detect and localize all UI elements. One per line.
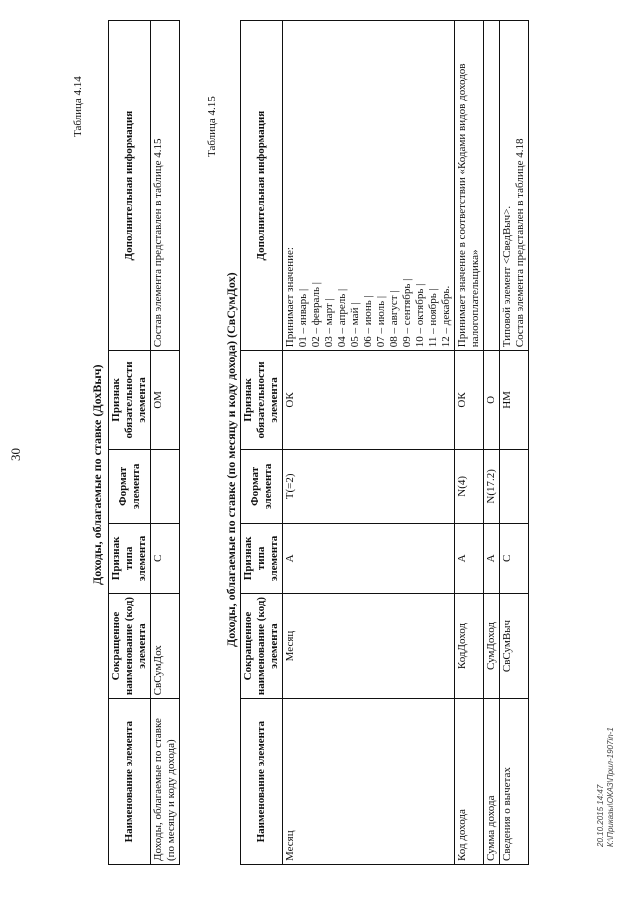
table-row bbox=[151, 21, 180, 865]
table-row bbox=[500, 21, 529, 865]
table-4-14 bbox=[108, 20, 180, 865]
list-item: 03 – март | bbox=[323, 298, 335, 348]
cell-name: Доходы, облагаемые по ставке (по месяцу и коду дохода) bbox=[151, 699, 180, 865]
cell-required: О bbox=[484, 351, 500, 449]
info-line: Состав элемента представлен в таблице 4.18 bbox=[514, 138, 526, 348]
cell-info bbox=[484, 21, 500, 351]
table-caption-4-14: Таблица 4.14 bbox=[72, 76, 84, 137]
cell-code: Месяц bbox=[283, 593, 455, 699]
cell-name: Сумма дохода bbox=[484, 699, 500, 865]
cell-type: А bbox=[455, 524, 484, 594]
list-item: 01 – январь | bbox=[297, 288, 309, 348]
cell-format bbox=[151, 449, 180, 523]
header-cell: Наименование элемента bbox=[109, 699, 151, 865]
list-item: 09 – сентябрь | bbox=[401, 278, 413, 348]
table-header-row bbox=[241, 21, 283, 865]
header-cell: Наименование элемента bbox=[241, 699, 283, 865]
table-heading-4-15: Доходы, облагаемые по ставке (по месяцу и коду дохода) (СвСумДох) bbox=[224, 272, 238, 647]
header-cell: Формат элемента bbox=[241, 449, 283, 523]
cell-info: Принимает значение в соответствии «Кодами видов доходов налогоплательщика» bbox=[455, 21, 484, 351]
cell-type: С bbox=[151, 524, 180, 594]
cell-format bbox=[500, 449, 529, 523]
cell-required: ОМ bbox=[151, 351, 180, 449]
header-cell: Признак обязательности элемента bbox=[241, 351, 283, 449]
month-value-list bbox=[297, 24, 453, 347]
table-header-row bbox=[109, 21, 151, 865]
header-cell: Сокращенное наименование (код) элемента bbox=[109, 593, 151, 699]
list-item: 07 – июль | bbox=[375, 295, 387, 348]
stamp-date: 20.10.2015 14:47 bbox=[596, 784, 605, 847]
cell-info bbox=[500, 21, 529, 351]
cell-code: СумДоход bbox=[484, 593, 500, 699]
list-item: 05 – май | bbox=[349, 302, 361, 348]
info-title: Принимает значение: bbox=[284, 247, 296, 348]
cell-required: НМ bbox=[500, 351, 529, 449]
cell-info: Состав элемента представлен в таблице 4.15 bbox=[151, 21, 180, 351]
stamp-path: К:\Приказы\ОКАЗ\Прил-1907in-1 bbox=[606, 727, 615, 847]
header-cell: Формат элемента bbox=[109, 449, 151, 523]
cell-info bbox=[283, 21, 455, 351]
header-cell: Признак типа элемента bbox=[241, 524, 283, 594]
table-row bbox=[484, 21, 500, 865]
info-line: Типовой элемент <СведВыч>. bbox=[501, 205, 513, 348]
list-item: 06 – июнь | bbox=[362, 295, 374, 348]
list-item: 02 – февраль | bbox=[310, 282, 322, 348]
header-cell: Дополнительная информация bbox=[241, 21, 283, 351]
cell-name: Код дохода bbox=[455, 699, 484, 865]
cell-type: А bbox=[484, 524, 500, 594]
cell-type: С bbox=[500, 524, 529, 594]
header-cell: Сокращенное наименование (код) элемента bbox=[241, 593, 283, 699]
cell-format: N(4) bbox=[455, 449, 484, 523]
cell-required: ОК bbox=[455, 351, 484, 449]
list-item: 12 – декабрь. bbox=[440, 285, 452, 348]
header-cell: Признак типа элемента bbox=[109, 524, 151, 594]
table-row bbox=[283, 21, 455, 865]
list-item: 08 – август | bbox=[388, 290, 400, 348]
cell-format: N(17.2) bbox=[484, 449, 500, 523]
cell-required: ОК bbox=[283, 351, 455, 449]
cell-code: СвСумВыч bbox=[500, 593, 529, 699]
list-item: 10 – октябрь | bbox=[414, 283, 426, 348]
table-4-15 bbox=[240, 20, 529, 865]
cell-type: А bbox=[283, 524, 455, 594]
list-item: 11 – ноябрь | bbox=[427, 288, 439, 348]
table-row bbox=[455, 21, 484, 865]
header-cell: Дополнительная информация bbox=[109, 21, 151, 351]
table-heading-4-14: Доходы, облагаемые по ставке (ДохВыч) bbox=[90, 364, 104, 585]
cell-name: Месяц bbox=[283, 699, 455, 865]
cell-code: СвСумДох bbox=[151, 593, 180, 699]
cell-code: КодДоход bbox=[455, 593, 484, 699]
cell-name: Сведения о вычетах bbox=[500, 699, 529, 865]
list-item: 04 – апрель | bbox=[336, 288, 348, 348]
cell-format: T(=2) bbox=[283, 449, 455, 523]
file-stamp bbox=[596, 727, 616, 847]
header-cell: Признак обязательности элемента bbox=[109, 351, 151, 449]
page-number: 30 bbox=[8, 448, 23, 461]
table-caption-4-15: Таблица 4.15 bbox=[206, 96, 218, 157]
